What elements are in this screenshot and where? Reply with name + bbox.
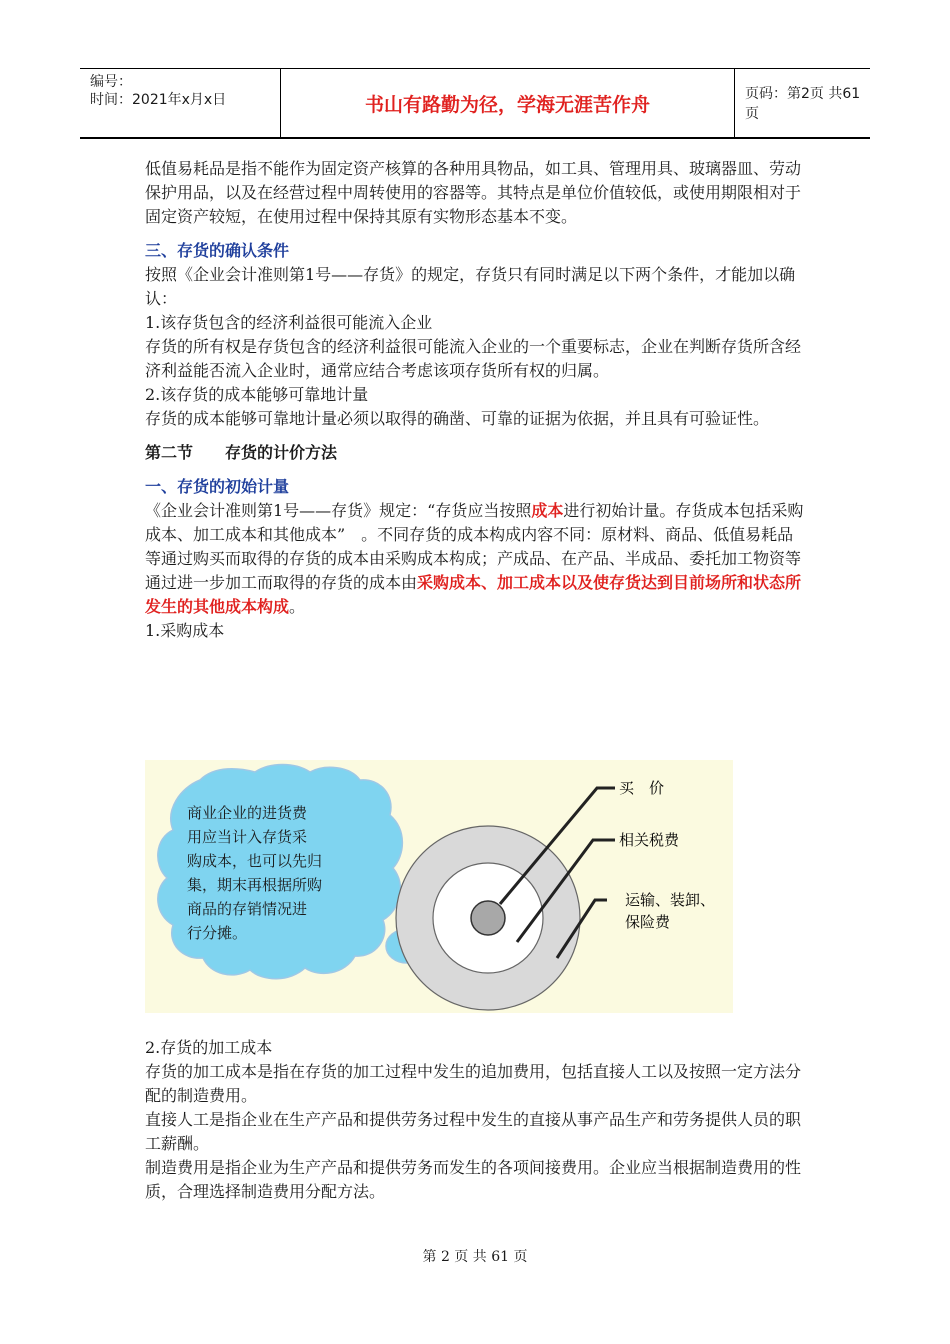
processing-cost-title: 2.存货的加工成本 <box>145 1038 273 1057</box>
document-body <box>145 157 805 643</box>
paragraph-direct-labor: 直接人工是指企业在生产产品和提供劳务过程中发生的直接从事产品生产和劳务提供人员的职工薪酬。 <box>145 1110 802 1153</box>
condition-1-title: 1.该存货包含的经济利益很可能流入企业 <box>145 313 433 332</box>
cloud-text-line: 行分摊。 <box>187 924 248 942</box>
label-price: 买 价 <box>619 779 665 797</box>
number-label: 编号： <box>90 74 132 90</box>
cloud-text-line: 商品的存销情况进 <box>187 900 308 918</box>
time-label: 时间：2021年x月x日 <box>90 92 227 108</box>
paragraph-initial-measurement <box>145 499 805 619</box>
cost-rings <box>396 826 580 1010</box>
purchase-cost-figure <box>145 760 733 1013</box>
cloud-text-line: 集，期末再根据所购 <box>187 876 323 894</box>
header-motto: 书山有路勤为径，学海无涯苦作舟 <box>280 69 735 137</box>
cloud-text-line: 购成本，也可以先归 <box>187 852 323 870</box>
header-page-info: 页码：第2页 共61页 <box>745 86 861 122</box>
label-transport-2: 保险费 <box>625 913 671 931</box>
page-header <box>80 68 870 139</box>
condition-1-text: 存货的所有权是存货包含的经济利益很可能流入企业的一个重要标志，企业在判断存货所含经济利益能否流入企业时，通常应结合考虑该项存货所有权的归属。 <box>145 337 802 380</box>
core-circle <box>471 901 505 935</box>
paragraph-manufacturing-overhead: 制造费用是指企业为生产产品和提供劳务而发生的各项间接费用。企业应当根据制造费用的性质，合理选择制造费用分配方法。 <box>145 1158 802 1201</box>
section-title: 第二节 存货的计价方法 <box>145 443 338 462</box>
text-span: 《企业会计准则第1号——存货》规定：“存货应当按照 <box>145 501 532 520</box>
paragraph-low-value-consumables: 低值易耗品是指不能作为固定资产核算的各种用具物品，如工具、管理用具、玻璃器皿、劳动保护用品，以及在经营过程中周转使用的容器等。其特点是单位价值较低，或使用期限相对于固定资产较短，在使用过程中保持其原有实物形态基本不变。 <box>145 159 802 226</box>
document-body-continued <box>145 1036 805 1204</box>
label-tax: 相关税费 <box>619 831 680 849</box>
condition-2-text: 存货的成本能够可靠地计量必须以取得的确凿、可靠的证据为依据，并且具有可验证性。 <box>145 409 770 428</box>
highlight-cost: 成本 <box>531 501 564 520</box>
page-footer: 第 2 页 共 61 页 <box>422 1249 528 1265</box>
heading-initial-measurement: 一、存货的初始计量 <box>145 477 290 496</box>
paragraph-processing-cost: 存货的加工成本是指在存货的加工过程中发生的追加费用，包括直接人工以及按照一定方法分配的制造费用。 <box>145 1062 802 1105</box>
heading-recognition-conditions: 三、存货的确认条件 <box>145 241 290 260</box>
paragraph-recognition-intro: 按照《企业会计准则第1号——存货》的规定，存货只有同时满足以下两个条件，才能加以确认： <box>145 265 796 308</box>
text-span: 。 <box>289 597 306 616</box>
highlight-cost-composition: 采购成本、加工成本以及使存货达到目前场所和状态所发生的其他成本构成 <box>145 573 802 616</box>
label-transport-1: 运输、装卸、 <box>625 891 716 909</box>
cloud-text-line: 用应当计入存货采 <box>187 828 308 846</box>
text-span: 进行初始计量。存货成本包括采购成本、加工成本和其他成本” 。不同存货的成本构成内容不同：原材料、商品、低值易耗品等通过购买而取得的存货的成本由采购成本构成；产成品、在产品、半成品、委托加工物资等通过进一步加工而取得的存货的成本由 <box>145 501 804 592</box>
condition-2-title: 2.该存货的成本能够可靠地计量 <box>145 385 369 404</box>
header-meta <box>80 69 280 137</box>
cloud-text-line: 商业企业的进货费 <box>187 804 308 822</box>
purchase-cost-title: 1.采购成本 <box>145 621 225 640</box>
